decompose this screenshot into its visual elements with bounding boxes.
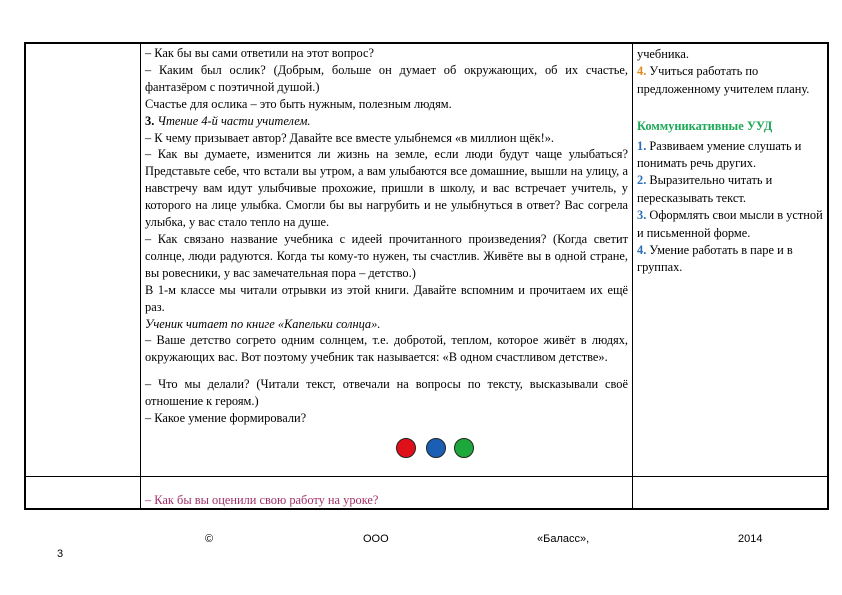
uud-item-text: Оформлять свои мысли в устной и письменной форме.	[637, 208, 823, 240]
table-row-divider	[24, 476, 829, 477]
uud-item-text: Учиться работать по предложенному учителем плану.	[637, 64, 810, 96]
uud-item-text: Умение работать в паре и в группах.	[637, 243, 793, 275]
lesson-line: – Как вы думаете, изменится ли жизнь на земле, если люди будут чаще улыбаться? Представьте себе, что встали вы утром, а вам улыбаются все домашние, вышли на улицу, а навстречу вам идут улыбчивые прохожие, пришли в школу, и вас встречает учитель, у которого на лице улыбка. Смогли бы вы нагрубить и не улыбнуться в ответ? Вас согрела улыбка, у вас стало тепло на душе.	[145, 147, 628, 230]
uud-item	[637, 172, 823, 207]
uud-line: учебника.	[637, 47, 689, 61]
uud-item-number: 3.	[637, 208, 647, 223]
lesson-step-heading	[145, 113, 628, 130]
lesson-line: – Каким был ослик? (Добрым, больше он думает об окружающих, об их счастье, фантазёром с поэтичной душой.)	[145, 62, 628, 94]
uud-item-text: Выразительно читать и пересказывать текст.	[637, 173, 773, 205]
communicative-uud-title: Коммуникативные УУД	[637, 119, 773, 134]
lesson-line: – Ваше детство согрето одним солнцем, т.е. добротой, теплом, которое живёт в людях, окружающих вас. Вот поэтому учебник так называется: «В одном счастливом детстве».	[145, 333, 628, 365]
step-title: Чтение 4-й части учителем.	[157, 113, 311, 128]
step-number: 3.	[145, 113, 155, 128]
footer-year: 2014	[738, 533, 763, 545]
uud-item-text: Развиваем умение слушать и понимать речь других.	[637, 138, 802, 171]
page-number: 3	[57, 548, 64, 560]
table-bottom-border	[24, 508, 829, 510]
table-top-border	[24, 42, 829, 44]
table-col-divider-1	[140, 42, 141, 510]
student-reads-note: Ученик читает по книге «Капельки солнца».	[145, 316, 381, 331]
uud-item-number: 2.	[637, 173, 647, 188]
uud-item	[637, 242, 823, 277]
footer-company: «Баласс»,	[537, 533, 590, 545]
lesson-line: – Какое умение формировали?	[145, 411, 307, 426]
color-circles	[396, 438, 476, 460]
evaluation-question: – Как бы вы оценили свою работу на уроке?	[145, 493, 379, 507]
uud-item-number: 1.	[637, 138, 647, 153]
footer-copyright: ©	[205, 533, 214, 545]
red-circle	[396, 438, 416, 458]
uud-item	[637, 138, 823, 173]
lesson-line: Счастье для ослика – это быть нужным, полезным людям.	[145, 96, 452, 111]
uud-item	[637, 207, 823, 242]
uud-column	[637, 46, 823, 277]
footer-ooo: ООО	[363, 533, 389, 545]
table-col-divider-2	[632, 42, 633, 510]
green-circle	[454, 438, 474, 458]
lesson-line: – Как связано название учебника с идеей прочитанного произведения? (Когда светит солнце, люди радуются. Когда ты кому-то нужен, ты счастлив. Живёте вы в одной стране, вы ровесники, у вас замечательная пора – детство.)	[145, 231, 628, 280]
lesson-line: В 1-м классе мы читали отрывки из этой книги. Давайте вспомним и прочитаем их ещё раз.	[145, 282, 628, 314]
lesson-text-column	[145, 45, 628, 427]
blue-circle	[426, 438, 446, 458]
lesson-line: – Что мы делали? (Читали текст, отвечали на вопросы по тексту, высказывали своё отношение к героям.)	[145, 377, 628, 409]
uud-item-number: 4.	[637, 243, 647, 258]
table-left-border	[24, 42, 26, 510]
lesson-line: – Как бы вы сами ответили на этот вопрос?	[145, 46, 375, 60]
table-right-border	[827, 42, 829, 510]
uud-item-number: 4.	[637, 64, 647, 79]
uud-item	[637, 63, 823, 98]
lesson-line: – К чему призывает автор? Давайте все вместе улыбнемся «в миллион щёк!».	[145, 130, 555, 145]
